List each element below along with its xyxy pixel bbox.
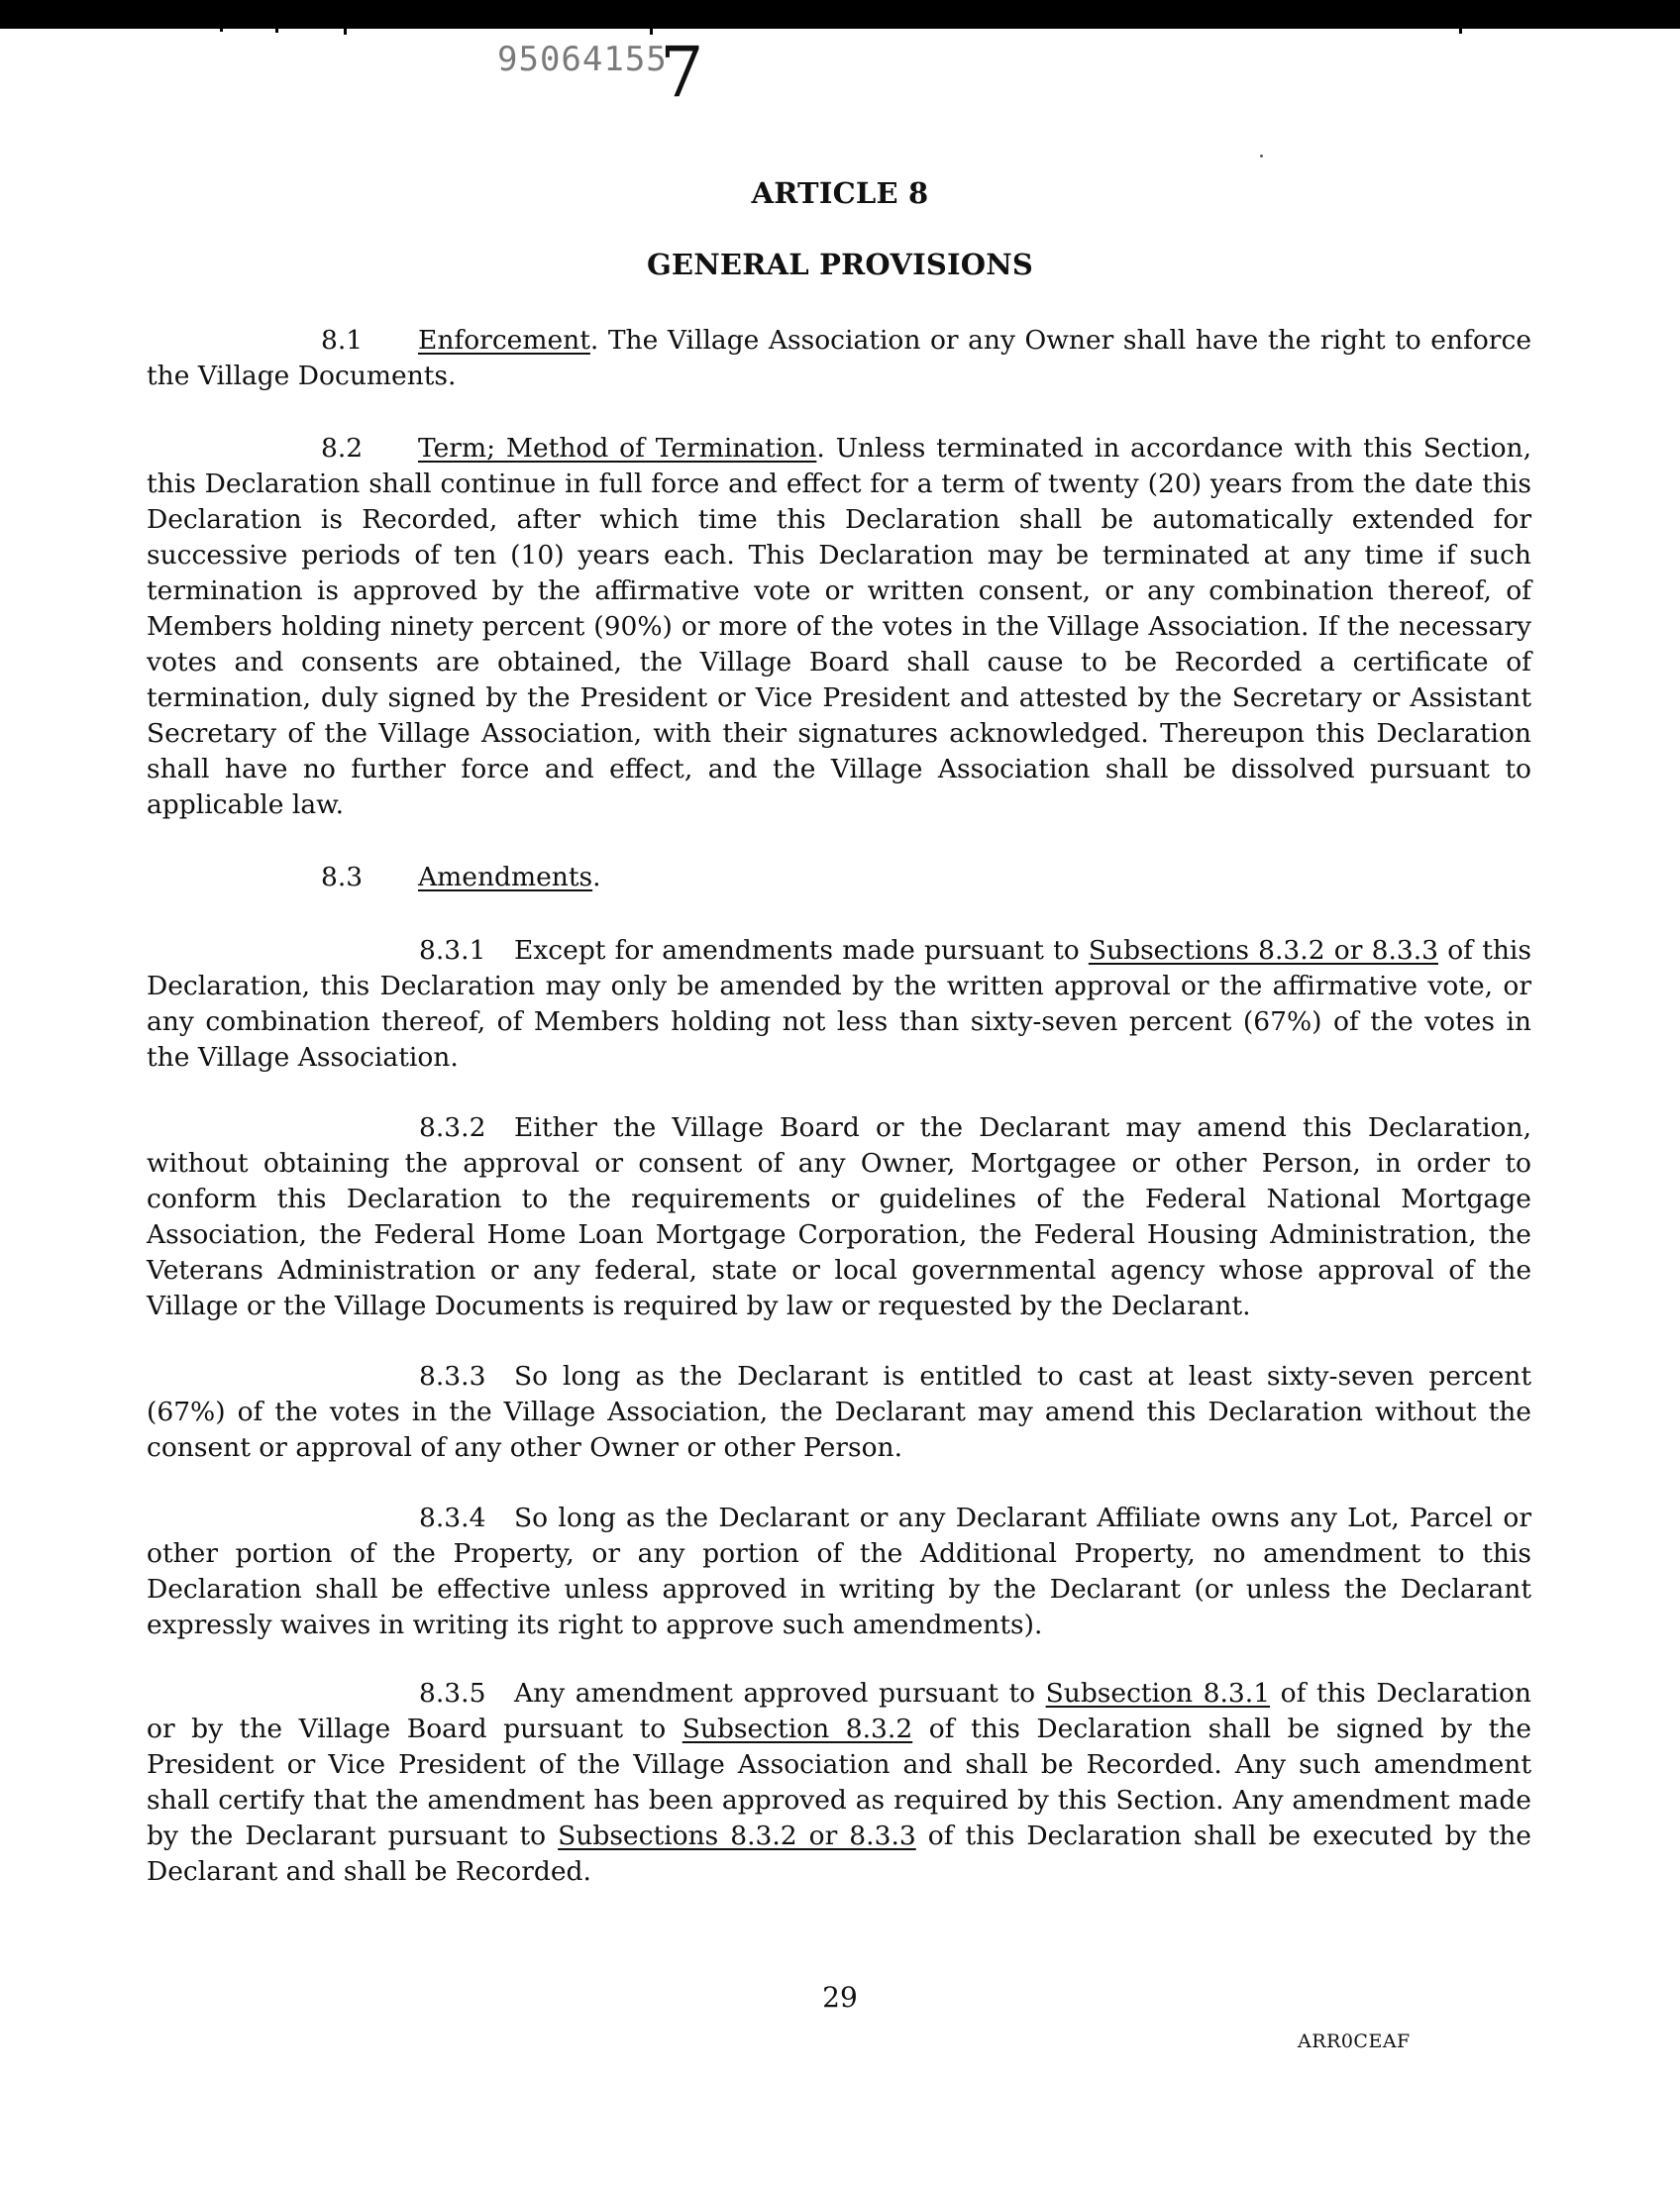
subsection-text: of this Declaration, this Declaration may only be amended by the written approval or the affirmative vote, or any combination thereof, of Members holding not less than sixty-seven percent (67%) of the votes in the Village Association. (147, 935, 1531, 1073)
scan-speck (1260, 155, 1263, 157)
section-heading-end: . (592, 862, 601, 892)
subsection-text: of this Declaration or by the Village Board pursuant to (147, 1678, 1531, 1744)
section-8-3 (147, 860, 1531, 895)
subsection-8-3-3 (147, 1359, 1531, 1466)
subsection-number: 8.3.1 (419, 935, 486, 966)
section-heading: Term; Method of Termination (418, 433, 817, 464)
subsection-text: So long as the Declarant or any Declarant Affiliate owns any Lot, Parcel or other portion of the Property, or any portion of the Additional Property, no amendment to this Declaration shall be effective unless approved in writing by the Declarant (or unless the Declarant expressly waives in writing its right to approve such amendments). (147, 1503, 1531, 1640)
subsection-8-3-1 (147, 933, 1531, 1076)
section-number: 8.2 (321, 433, 364, 464)
cross-reference: Subsection 8.3.2 (682, 1714, 913, 1744)
subsection-number: 8.3.3 (419, 1361, 486, 1392)
section-heading: Amendments (418, 862, 593, 892)
article-heading: ARTICLE 8 (751, 176, 929, 210)
document-code: ARR0CEAF (1298, 2031, 1411, 2052)
scan-tick (344, 29, 347, 35)
handwritten-mark: 7 (660, 32, 704, 113)
subsection-text: of this Declaration shall be signed by the President or Vice President of the Village Association and shall be Recorded. Any such amendment shall certify that the amendment has been approved as required by this Section. Any amendment made by the Declarant pursuant to (147, 1714, 1532, 1851)
document-stamp-number: 95064155 (497, 40, 668, 79)
section-text: . Unless terminated in accordance with this Section, this Declaration shall continue in full force and effect for a term of twenty (20) years from the date this Declaration is Recorded, after which time this Declaration shall be automatically extended for successive periods of ten (10) years each. This Declaration may be terminated at any time if such termination is approved by the affirmative vote or written consent, or any combination thereof, of Members holding ninety percent (90%) or more of the votes in the Village Association. If the necessary votes and consents are obtained, the Village Board shall cause to be Recorded a certificate of termination, duly signed by the President or Vice President and attested by the Secretary or Assistant Secretary of the Village Association, with their signatures acknowledged. Thereupon this Declaration shall have no further force and effect, and the Village Association shall be dissolved pursuant to applicable law. (147, 433, 1532, 820)
section-8-1 (147, 323, 1531, 394)
cross-reference: Subsections 8.3.2 or 8.3.3 (1088, 935, 1439, 966)
scan-tick (650, 29, 653, 35)
scan-tick (220, 29, 223, 32)
subsection-8-3-2 (147, 1110, 1531, 1324)
page-number: 29 (822, 1981, 858, 2014)
subsection-text: of this Declaration shall be executed by the Declarant and shall be Recorded. (147, 1821, 1531, 1887)
section-heading: Enforcement (418, 325, 590, 356)
section-8-2 (147, 431, 1531, 823)
cross-reference: Subsection 8.3.1 (1045, 1678, 1271, 1709)
cross-reference: Subsections 8.3.2 or 8.3.3 (558, 1821, 916, 1851)
subsection-text: Except for amendments made pursuant to (514, 935, 1089, 966)
section-text: . The Village Association or any Owner shall have the right to enforce the Village Documents. (147, 325, 1531, 391)
section-title: GENERAL PROVISIONS (646, 248, 1034, 281)
section-number: 8.1 (321, 325, 364, 356)
scan-tick (1459, 29, 1462, 34)
subsection-text: Either the Village Board or the Declarant may amend this Declaration, without obtaining the approval or consent of any Owner, Mortgagee or other Person, in order to conform this Declaration to the requirements or guidelines of the Federal National Mortgage Association, the Federal Home Loan Mortgage Corporation, the Federal Housing Administration, the Veterans Administration or any federal, state or local governmental agency whose approval of the Village or the Village Documents is required by law or requested by the Declarant. (147, 1112, 1531, 1321)
scan-tick (275, 29, 278, 33)
subsection-number: 8.3.4 (419, 1503, 486, 1533)
subsection-number: 8.3.2 (419, 1112, 486, 1143)
scan-border-top (0, 0, 1680, 29)
subsection-8-3-4 (147, 1501, 1531, 1643)
subsection-number: 8.3.5 (419, 1678, 486, 1709)
section-number: 8.3 (321, 862, 364, 892)
subsection-text: So long as the Declarant is entitled to cast at least sixty-seven percent (67%) of the votes in the Village Association, the Declarant may amend this Declaration without the consent or approval of any other Owner or other Person. (147, 1361, 1531, 1463)
subsection-text: Any amendment approved pursuant to (514, 1678, 1046, 1709)
subsection-8-3-5 (147, 1676, 1531, 1890)
